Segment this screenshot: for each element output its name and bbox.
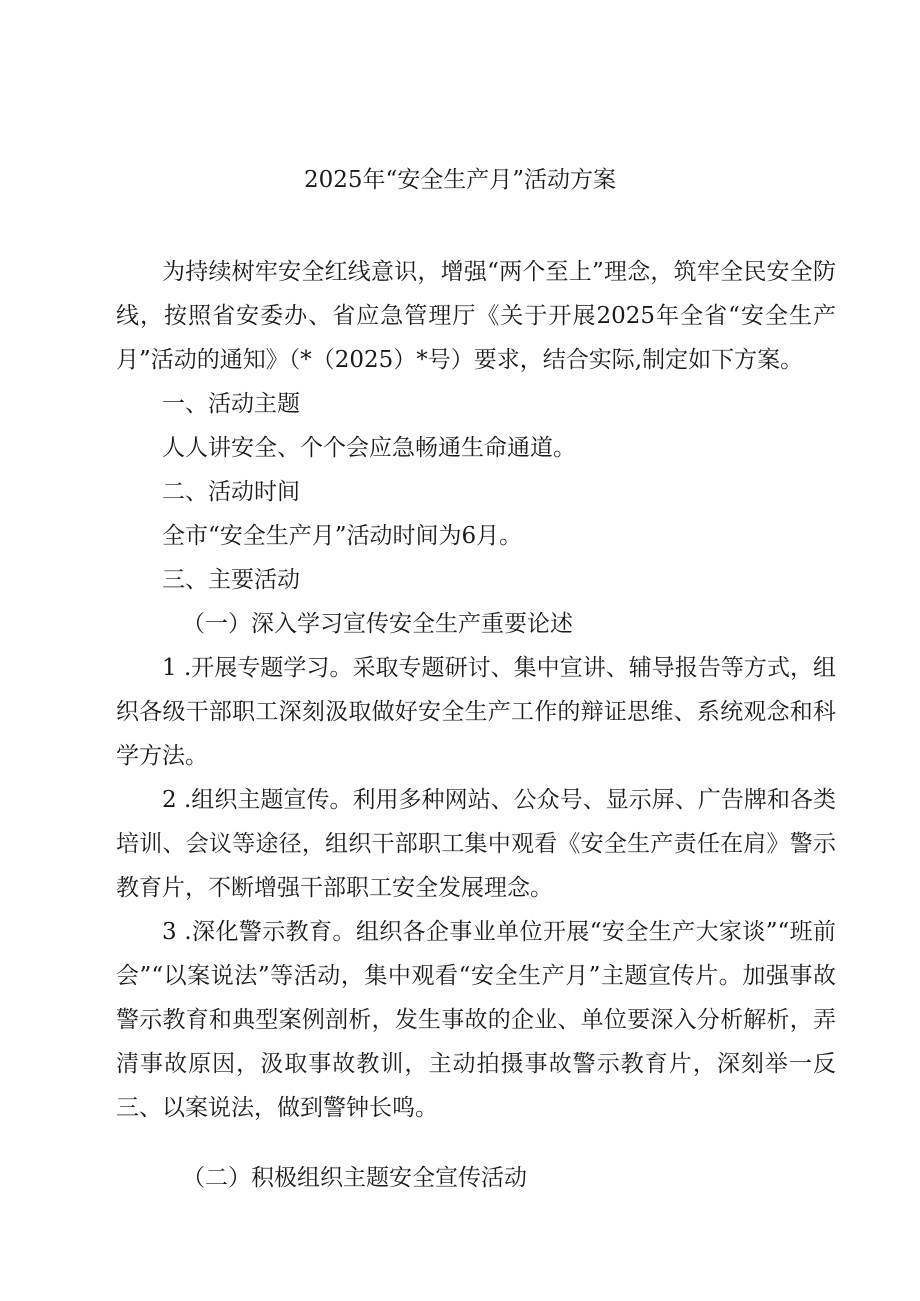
- subsection-heading-campaign: （二）积极组织主题安全宣传活动: [182, 1165, 527, 1191]
- intro-paragraph: 为持续树牢安全红线意识，增强“两个至上”理念，筑牢全民安全防线，按照省安委办、省应急管理厅《关于开展2025年全省“安全生产月”活动的通知》（*（2025）*号）要求，结合实际,制定如下方案。: [116, 259, 836, 373]
- section-heading-time: 二、活动时间: [162, 479, 300, 505]
- section-text-time: 全市“安全生产月”活动时间为6月。: [162, 523, 523, 549]
- section-heading-activities: 三、主要活动: [162, 567, 300, 593]
- document-title: 2025年“安全生产月”活动方案: [303, 167, 617, 193]
- list-item-warning-education: 3 .深化警示教育。组织各企事业单位开展“安全生产大家谈”“班前会”“以案说法”等活动，集中观看“安全生产月”主题宣传片。加强事故警示教育和典型案例剖析，发生事故的企业、单位要深入分析解析，弄清事故原因，汲取事故教训，主动拍摄事故警示教育片，深刻举一反三、以案说法，做到警钟长鸣。: [116, 919, 836, 1121]
- list-item-publicity: 2 .组织主题宣传。利用多种网站、公众号、显示屏、广告牌和各类培训、会议等途径，组织干部职工集中观看《安全生产责任在肩》警示教育片，不断增强干部职工安全发展理念。: [116, 787, 836, 901]
- subsection-heading-study: （一）深入学习宣传安全生产重要论述: [182, 611, 573, 637]
- document-body: [116, 250, 836, 1200]
- list-item-study: 1 .开展专题学习。采取专题研讨、集中宣讲、辅导报告等方式，组织各级干部职工深刻汲取做好安全生产工作的辩证思维、系统观念和科学方法。: [116, 655, 836, 769]
- section-text-theme: 人人讲安全、个个会应急畅通生命通道。: [162, 435, 576, 461]
- section-heading-theme: 一、活动主题: [162, 391, 300, 417]
